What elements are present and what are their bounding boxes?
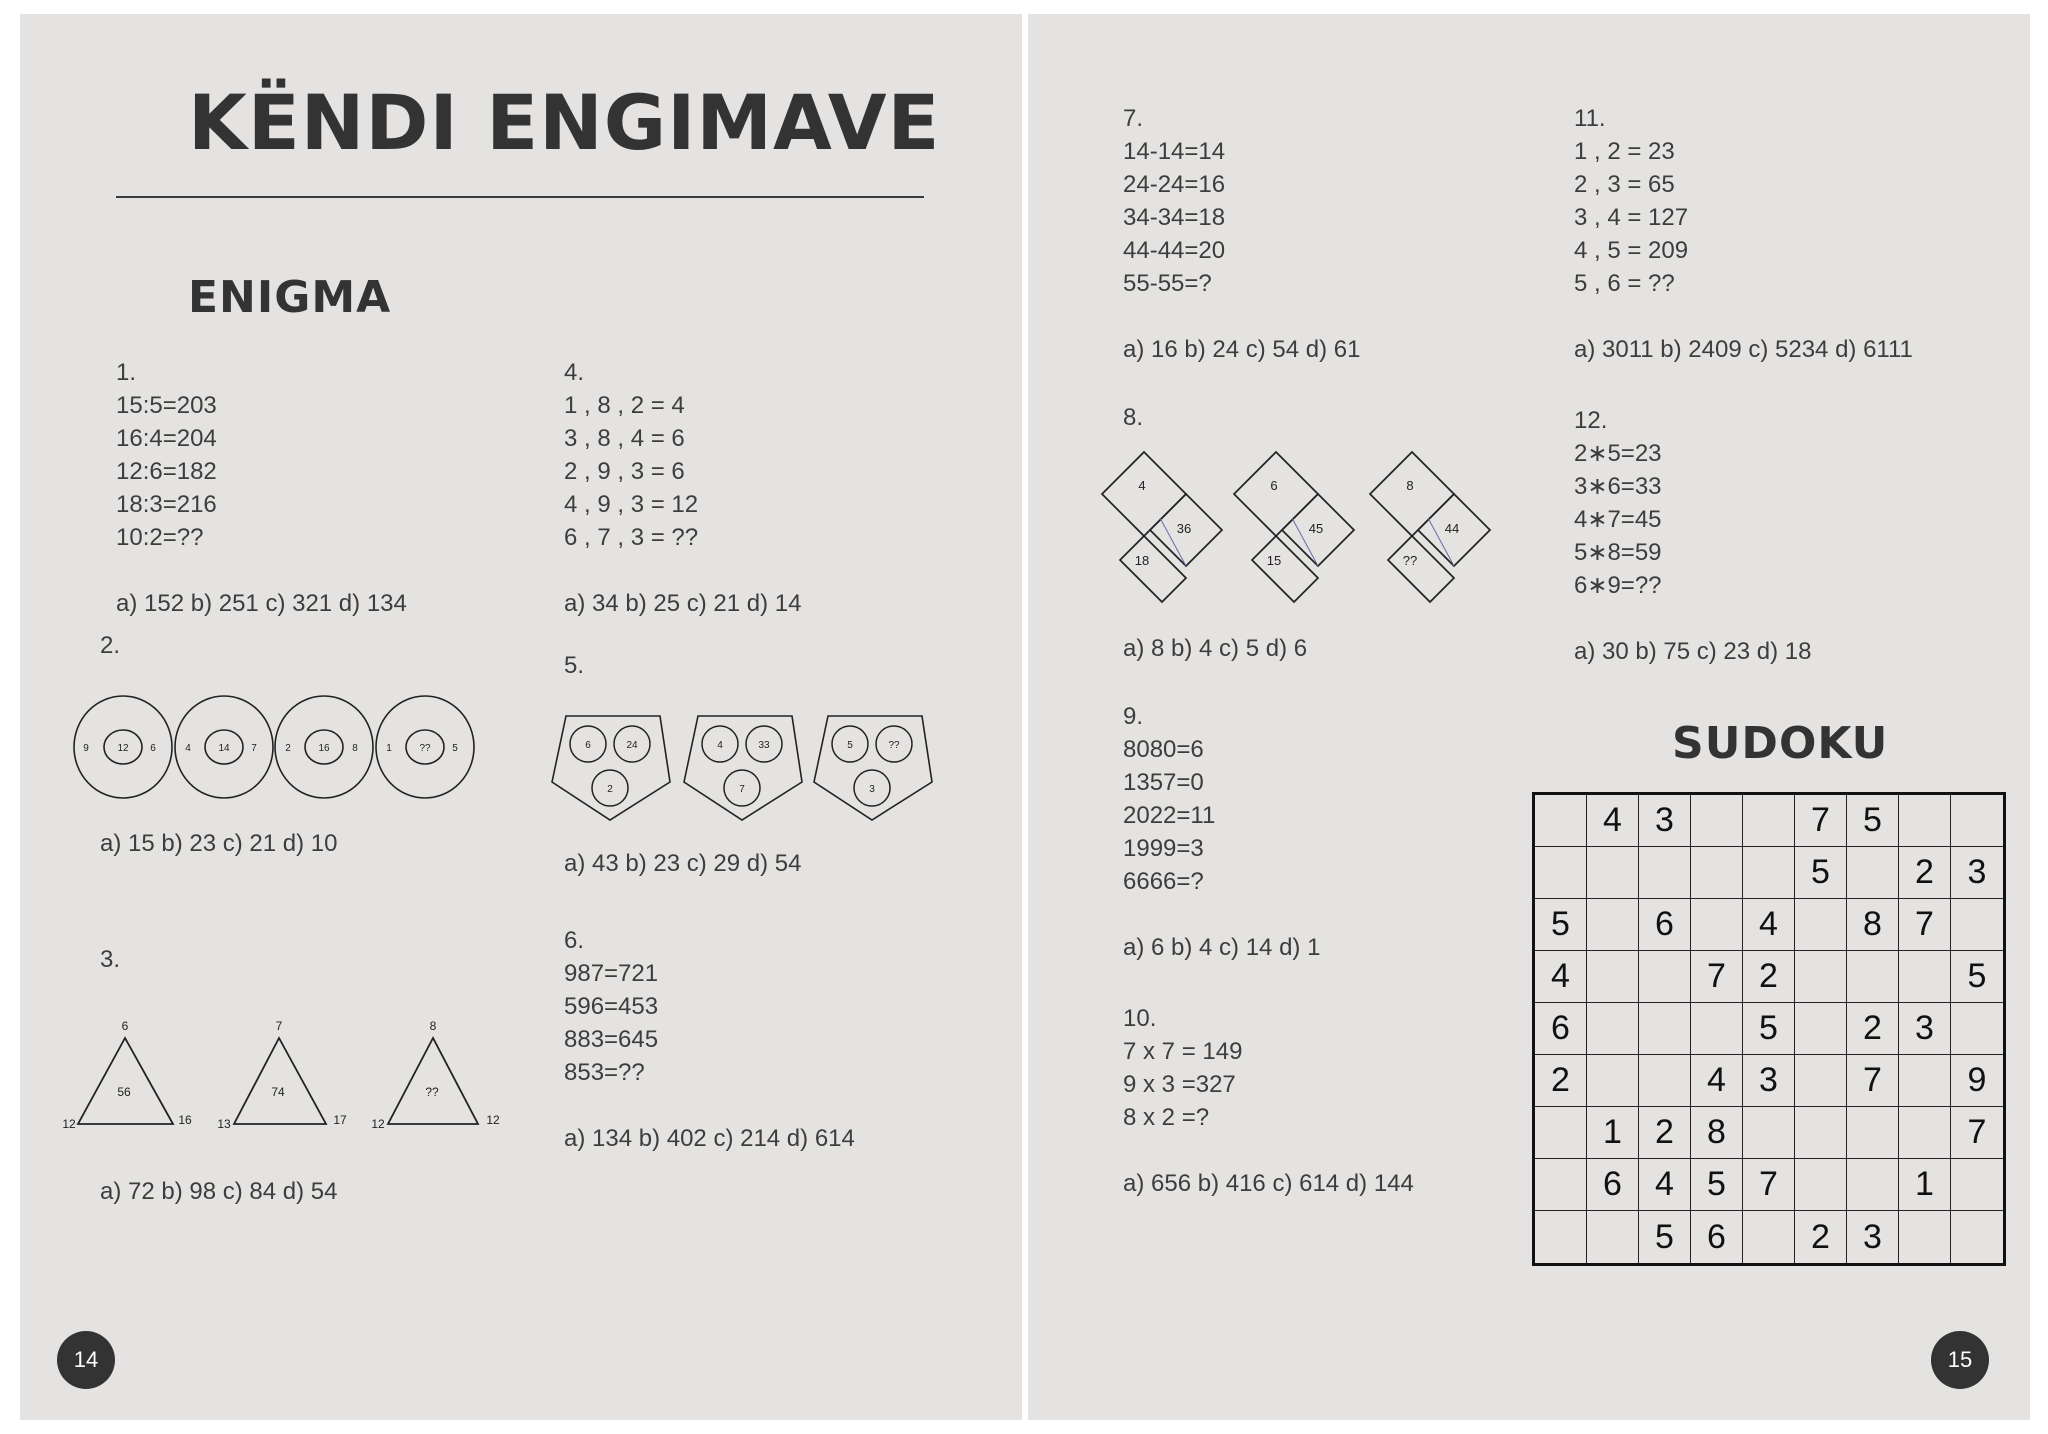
puzzle-line: 596=453 <box>564 993 659 1020</box>
section-title-enigma: ENIGMA <box>188 272 392 323</box>
diamond-figure <box>1370 452 1490 602</box>
figure-right-value: 44 <box>1444 521 1460 536</box>
sudoku-cell: 5 <box>1795 847 1847 899</box>
answer-options: a) 30 b) 75 c) 23 d) 18 <box>1574 638 1812 665</box>
sudoku-cell[interactable] <box>1951 1003 2003 1055</box>
figure-center-value: ?? <box>419 743 431 754</box>
pentagon-figure <box>814 716 932 820</box>
sudoku-cell[interactable] <box>1691 847 1743 899</box>
sudoku-cell: 3 <box>1639 795 1691 847</box>
puzzle-line: 6666=? <box>1123 868 1204 895</box>
puzzle-line: 1357=0 <box>1123 769 1204 796</box>
puzzle-9 <box>1123 700 1320 964</box>
puzzle-number: 6. <box>564 927 585 954</box>
figure-left-value: 4 <box>185 743 191 754</box>
sudoku-cell[interactable] <box>1587 899 1639 951</box>
sudoku-cell: 5 <box>1535 899 1587 951</box>
sudoku-cell: 9 <box>1951 1055 2003 1107</box>
triangle-figure <box>217 1019 347 1131</box>
figure-center-value: ?? <box>425 1085 439 1099</box>
sudoku-cell[interactable] <box>1639 951 1691 1003</box>
sudoku-cell[interactable] <box>1899 1055 1951 1107</box>
sudoku-cell: 8 <box>1847 899 1899 951</box>
puzzle-line: 15:5=203 <box>116 392 217 419</box>
puzzle-line: 55-55=? <box>1123 270 1212 297</box>
circle-figure <box>175 696 273 798</box>
figure-a-value: 6 <box>585 740 591 751</box>
puzzle-number: 7. <box>1123 105 1144 132</box>
puzzle-12 <box>1574 404 1811 668</box>
puzzle-line: 987=721 <box>564 960 659 987</box>
puzzle-number: 9. <box>1123 703 1144 730</box>
puzzle-1 <box>116 356 407 620</box>
puzzle-line: 4 , 5 = 209 <box>1574 237 1689 264</box>
figure-center-value: 56 <box>117 1085 131 1099</box>
puzzle-line: 2 , 3 = 65 <box>1574 171 1675 198</box>
sudoku-cell[interactable] <box>1795 1003 1847 1055</box>
sudoku-cell: 8 <box>1691 1107 1743 1159</box>
answer-options: a) 6 b) 4 c) 14 d) 1 <box>1123 934 1321 961</box>
sudoku-cell[interactable] <box>1951 795 2003 847</box>
sudoku-cell: 2 <box>1795 1211 1847 1263</box>
sudoku-cell: 1 <box>1587 1107 1639 1159</box>
puzzle-line: 34-34=18 <box>1123 204 1226 231</box>
puzzle-10 <box>1123 1002 1414 1200</box>
sudoku-grid <box>1532 792 2006 1266</box>
sudoku-cell: 5 <box>1639 1211 1691 1263</box>
puzzle-line: 16:4=204 <box>116 425 217 452</box>
puzzle-2-answer: a) 15 b) 23 c) 21 d) 10 <box>100 830 338 857</box>
sudoku-cell: 2 <box>1639 1107 1691 1159</box>
sudoku-cell: 5 <box>1743 1003 1795 1055</box>
diamond-figure <box>1234 452 1354 602</box>
puzzle-number: 12. <box>1574 407 1608 434</box>
sudoku-cell: 7 <box>1951 1107 2003 1159</box>
page-number-left: 14 <box>57 1331 115 1389</box>
puzzle-3-triangles <box>56 1012 516 1136</box>
sudoku-cell: 3 <box>1847 1211 1899 1263</box>
answer-options: a) 34 b) 25 c) 21 d) 14 <box>564 590 802 617</box>
sudoku-cell[interactable] <box>1847 1159 1899 1211</box>
figure-center-value: 12 <box>117 743 129 754</box>
title-underline <box>116 196 924 198</box>
figure-left-value: 2 <box>285 743 291 754</box>
puzzle-line: 6 , 7 , 3 = ?? <box>564 524 699 551</box>
puzzle-line: 4∗7=45 <box>1574 506 1662 533</box>
puzzle-5-number: 5. <box>564 652 585 679</box>
puzzle-3-answer: a) 72 b) 98 c) 84 d) 54 <box>100 1178 338 1205</box>
puzzle-line: 24-24=16 <box>1123 171 1226 198</box>
puzzle-line: 853=?? <box>564 1059 645 1086</box>
figure-c-value: 7 <box>739 784 745 795</box>
puzzle-line: 10:2=?? <box>116 524 204 551</box>
figure-top-value: 4 <box>1138 478 1146 493</box>
sudoku-cell[interactable] <box>1847 847 1899 899</box>
puzzle-line: 14-14=14 <box>1123 138 1226 165</box>
sudoku-cell: 3 <box>1951 847 2003 899</box>
diamond-figure <box>1102 452 1222 602</box>
sudoku-cell[interactable] <box>1795 1055 1847 1107</box>
puzzle-number: 4. <box>564 359 585 386</box>
puzzle-line: 6∗9=?? <box>1574 572 1662 599</box>
pentagon-figure <box>552 716 670 820</box>
sudoku-cell: 5 <box>1951 951 2003 1003</box>
puzzle-6 <box>564 924 855 1155</box>
puzzle-number: 11. <box>1574 105 1606 132</box>
sudoku-cell: 7 <box>1691 951 1743 1003</box>
answer-options: a) 16 b) 24 c) 54 d) 61 <box>1123 336 1361 363</box>
figure-top-value: 8 <box>1406 478 1414 493</box>
figure-center-value: 16 <box>318 743 330 754</box>
sudoku-cell[interactable] <box>1951 899 2003 951</box>
puzzle-line: 4 , 9 , 3 = 12 <box>564 491 699 518</box>
figure-bottom-value: ?? <box>1402 553 1418 568</box>
sudoku-cell: 4 <box>1587 795 1639 847</box>
sudoku-cell[interactable] <box>1795 899 1847 951</box>
puzzle-line: 44-44=20 <box>1123 237 1226 264</box>
puzzle-line: 3 , 4 = 127 <box>1574 204 1689 231</box>
figure-right-value: 8 <box>352 743 358 754</box>
sudoku-cell: 7 <box>1847 1055 1899 1107</box>
puzzle-line: 1 , 8 , 2 = 4 <box>564 392 685 419</box>
figure-left-value: 12 <box>62 1117 76 1131</box>
puzzle-line: 3 , 8 , 4 = 6 <box>564 425 685 452</box>
sudoku-cell: 5 <box>1847 795 1899 847</box>
puzzle-2-circles <box>68 690 488 804</box>
sudoku-cell[interactable] <box>1587 951 1639 1003</box>
figure-top-value: 6 <box>121 1019 129 1033</box>
sudoku-cell[interactable] <box>1795 1159 1847 1211</box>
figure-left-value: 12 <box>371 1117 385 1131</box>
puzzle-4 <box>564 356 801 620</box>
puzzle-line: 12:6=182 <box>116 458 217 485</box>
sudoku-cell[interactable] <box>1795 951 1847 1003</box>
figure-top-value: 6 <box>1270 478 1278 493</box>
figure-left-value: 1 <box>386 743 392 754</box>
sudoku-cell[interactable] <box>1587 1211 1639 1263</box>
figure-right-value: 36 <box>1176 521 1192 536</box>
figure-center-value: 74 <box>271 1085 285 1099</box>
page-title: KËNDI ENGIMAVE <box>188 78 941 167</box>
puzzle-line: 1 , 2 = 23 <box>1574 138 1675 165</box>
puzzle-line: 883=645 <box>564 1026 659 1053</box>
puzzle-5-pentagons <box>548 710 938 824</box>
sudoku-cell: 2 <box>1743 951 1795 1003</box>
figure-b-value: 33 <box>758 740 770 751</box>
figure-left-value: 9 <box>83 743 89 754</box>
sudoku-cell: 2 <box>1899 847 1951 899</box>
figure-top-value: 7 <box>275 1019 283 1033</box>
sudoku-cell[interactable] <box>1899 795 1951 847</box>
figure-left-value: 13 <box>217 1117 231 1131</box>
sudoku-cell: 7 <box>1899 899 1951 951</box>
sudoku-cell[interactable] <box>1899 951 1951 1003</box>
puzzle-8-number: 8. <box>1123 404 1144 431</box>
figure-bottom-value: 15 <box>1266 553 1282 568</box>
sudoku-cell[interactable] <box>1847 951 1899 1003</box>
figure-right-value: 6 <box>150 743 156 754</box>
pentagon-figure <box>684 716 802 820</box>
figure-a-value: 5 <box>847 740 853 751</box>
sudoku-cell: 6 <box>1587 1159 1639 1211</box>
puzzle-line: 18:3=216 <box>116 491 217 518</box>
figure-top-value: 8 <box>429 1019 437 1033</box>
puzzle-5-answer: a) 43 b) 23 c) 29 d) 54 <box>564 850 802 877</box>
triangle-figure <box>371 1019 500 1131</box>
puzzle-line: 5 , 6 = ?? <box>1574 270 1675 297</box>
sudoku-cell[interactable] <box>1795 1107 1847 1159</box>
puzzle-line: 2 , 9 , 3 = 6 <box>564 458 685 485</box>
sudoku-cell: 4 <box>1691 1055 1743 1107</box>
figure-b-value: 24 <box>626 740 638 751</box>
circle-figure <box>275 696 373 798</box>
sudoku-cell[interactable] <box>1535 1211 1587 1263</box>
sudoku-cell[interactable] <box>1535 847 1587 899</box>
puzzle-line: 2022=11 <box>1123 802 1216 829</box>
figure-right-value: 16 <box>178 1113 192 1127</box>
figure-right-value: 5 <box>452 743 458 754</box>
sudoku-cell: 4 <box>1743 899 1795 951</box>
figure-right-value: 12 <box>486 1113 500 1127</box>
puzzle-3-number: 3. <box>100 946 121 973</box>
sudoku-cell: 7 <box>1795 795 1847 847</box>
puzzle-line: 5∗8=59 <box>1574 539 1662 566</box>
sudoku-cell[interactable] <box>1899 1211 1951 1263</box>
sudoku-cell: 4 <box>1639 1159 1691 1211</box>
puzzle-8-diamonds <box>1100 440 1500 610</box>
sudoku-cell[interactable] <box>1639 1055 1691 1107</box>
triangle-figure <box>62 1019 192 1131</box>
page-number-right: 15 <box>1931 1331 1989 1389</box>
sudoku-cell[interactable] <box>1691 1003 1743 1055</box>
sudoku-cell[interactable] <box>1587 1055 1639 1107</box>
puzzle-line: 8 x 2 =? <box>1123 1104 1210 1131</box>
figure-right-value: 17 <box>333 1113 347 1127</box>
sudoku-cell: 5 <box>1691 1159 1743 1211</box>
sudoku-cell: 6 <box>1535 1003 1587 1055</box>
puzzle-2-number: 2. <box>100 632 121 659</box>
sudoku-cell[interactable] <box>1587 847 1639 899</box>
puzzle-line: 9 x 3 =327 <box>1123 1071 1236 1098</box>
puzzle-11 <box>1574 102 1913 366</box>
sudoku-cell: 2 <box>1535 1055 1587 1107</box>
figure-c-value: 2 <box>607 784 613 795</box>
figure-center-value: 14 <box>218 743 230 754</box>
sudoku-cell[interactable] <box>1535 1159 1587 1211</box>
sudoku-cell[interactable] <box>1743 1107 1795 1159</box>
answer-options: a) 134 b) 402 c) 214 d) 614 <box>564 1125 855 1152</box>
puzzle-line: 8080=6 <box>1123 736 1204 763</box>
sudoku-title: SUDOKU <box>1672 718 1889 769</box>
sudoku-cell[interactable] <box>1691 899 1743 951</box>
sudoku-cell[interactable] <box>1743 1211 1795 1263</box>
sudoku-cell: 2 <box>1847 1003 1899 1055</box>
sudoku-cell: 3 <box>1899 1003 1951 1055</box>
puzzle-line: 1999=3 <box>1123 835 1204 862</box>
answer-options: a) 656 b) 416 c) 614 d) 144 <box>1123 1170 1414 1197</box>
figure-right-value: 45 <box>1308 521 1324 536</box>
answer-options: a) 3011 b) 2409 c) 5234 d) 6111 <box>1574 336 1913 363</box>
puzzle-line: 7 x 7 = 149 <box>1123 1038 1243 1065</box>
sudoku-cell[interactable] <box>1639 1003 1691 1055</box>
sudoku-cell[interactable] <box>1587 1003 1639 1055</box>
sudoku-cell: 7 <box>1743 1159 1795 1211</box>
puzzle-8-answer: a) 8 b) 4 c) 5 d) 6 <box>1123 635 1308 662</box>
sudoku-cell[interactable] <box>1951 1159 2003 1211</box>
sudoku-cell[interactable] <box>1535 795 1587 847</box>
circle-figure <box>74 696 172 798</box>
sudoku-cell[interactable] <box>1691 795 1743 847</box>
sudoku-cell[interactable] <box>1535 1107 1587 1159</box>
figure-bottom-value: 18 <box>1134 553 1150 568</box>
puzzle-number: 10. <box>1123 1005 1157 1032</box>
puzzle-line: 3∗6=33 <box>1574 473 1662 500</box>
sudoku-cell[interactable] <box>1847 1107 1899 1159</box>
sudoku-cell[interactable] <box>1639 847 1691 899</box>
figure-right-value: 7 <box>251 743 257 754</box>
circle-figure <box>376 696 474 798</box>
sudoku-cell: 6 <box>1639 899 1691 951</box>
sudoku-cell: 4 <box>1535 951 1587 1003</box>
sudoku-cell[interactable] <box>1951 1211 2003 1263</box>
figure-c-value: 3 <box>869 784 875 795</box>
sudoku-cell[interactable] <box>1899 1107 1951 1159</box>
sudoku-cell: 1 <box>1899 1159 1951 1211</box>
puzzle-line: 2∗5=23 <box>1574 440 1662 467</box>
figure-b-value: ?? <box>888 740 900 751</box>
sudoku-cell: 6 <box>1691 1211 1743 1263</box>
figure-a-value: 4 <box>717 740 723 751</box>
sudoku-cell[interactable] <box>1743 795 1795 847</box>
puzzle-7 <box>1123 102 1360 366</box>
puzzle-number: 1. <box>116 359 137 386</box>
answer-options: a) 152 b) 251 c) 321 d) 134 <box>116 590 407 617</box>
sudoku-cell: 3 <box>1743 1055 1795 1107</box>
sudoku-cell[interactable] <box>1743 847 1795 899</box>
